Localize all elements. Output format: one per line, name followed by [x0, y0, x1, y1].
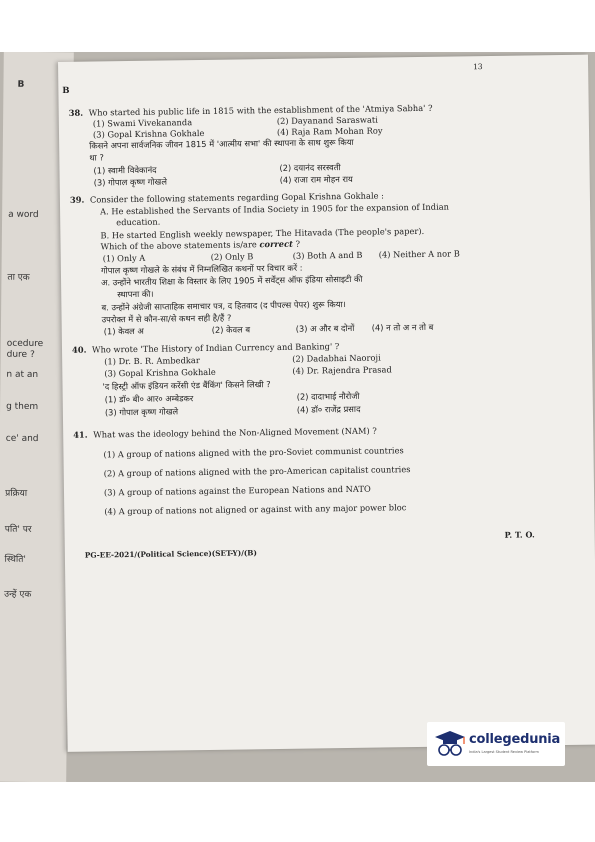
option: (3) Gopal Krishna Gokhale	[104, 366, 216, 379]
question-number: 38.	[68, 107, 84, 118]
page-number: 13	[473, 62, 483, 72]
which-question	[101, 239, 301, 252]
question-text-hindi: 'द हिस्ट्री ऑफ इंडियन करेंसी एंड बैंकिंग' किसने लिखी ?	[102, 379, 271, 392]
statement-hindi: अ. उन्होंने भारतीय शिक्षा के विस्तार के लिए 1905 में सर्वेंट्स ऑफ इंडिया सोसाइटी की	[101, 273, 363, 288]
pto-marker: P. T. O.	[504, 529, 535, 540]
question-text: Who wrote 'The History of Indian Currency and Banking' ?	[91, 341, 340, 355]
statement: education.	[116, 216, 161, 228]
option: (1) Only A	[102, 252, 146, 264]
left-fragment: ता एक	[7, 272, 30, 283]
left-fragment: पति' पर	[4, 524, 32, 535]
question-text-hindi: था ?	[89, 152, 104, 163]
paper-code: PG-EE-2021/(Political Science)(SET-Y)/(B)	[84, 548, 257, 560]
option: (2) A group of nations aligned with the pro-American capitalist countries	[103, 464, 411, 479]
left-fragment: ocedure	[6, 338, 44, 350]
question-number: 40.	[71, 344, 87, 355]
left-fragment: स्थिति'	[4, 554, 26, 565]
which-question-hindi: उपरोक्त में से कौन-सा/से कथन सही है/हैं ?	[101, 312, 232, 325]
left-fragment: उन्हें एक	[4, 589, 32, 600]
option-hindi: (1) डॉ० बी० आर० अम्बेडकर	[104, 393, 194, 405]
option-hindi: (1) केवल अ	[103, 325, 144, 337]
statement: B. He started English weekly newspaper, The Hitavada (The people's paper).	[100, 225, 425, 241]
option: (3) Both A and B	[292, 249, 363, 261]
question-text: Consider the following statements regarding Gopal Krishna Gokhale :	[89, 190, 384, 205]
logo-brand-name: collegedunia	[469, 732, 561, 747]
question-number: 41.	[73, 429, 88, 440]
option: (3) A group of nations against the European Nations and NATO	[103, 483, 371, 498]
option: (1) A group of nations aligned with the pro-Soviet communist countries	[103, 445, 404, 460]
option-hindi: (1) स्वामी विवेकानंद	[93, 164, 157, 176]
option: (3) Gopal Krishna Gokhale	[92, 127, 205, 140]
which-prefix: Which of the above statements is/are	[100, 239, 260, 252]
option: (4) A group of nations not aligned or against with any major power bloc	[104, 502, 407, 517]
statement: A. He established the Servants of India Society in 1905 for the expansion of Indian	[100, 201, 450, 217]
question-text: Who started his public life in 1815 with the establishment of the 'Atmiya Sabha' ?	[88, 102, 433, 118]
left-fragment: B	[17, 79, 25, 90]
left-fragment: a word	[8, 209, 39, 221]
statement-hindi: ब. उन्होंने अंग्रेजी साप्ताहिक समाचार पत्र, द हितवाद (द पीपल्स पेपर) शुरू किया।	[101, 299, 346, 313]
photo-background	[0, 52, 595, 782]
left-fragment: प्रक्रिया	[5, 488, 28, 499]
statement-hindi: स्थापना की।	[117, 288, 154, 300]
collegedunia-logo	[427, 722, 565, 766]
left-fragment: g them	[6, 401, 39, 413]
which-emphasis: correct	[259, 238, 294, 250]
option-hindi: (2) केवल ब	[211, 324, 251, 335]
set-code: B	[62, 85, 70, 96]
left-fragment: ce' and	[5, 433, 39, 445]
option: (4) Dr. Rajendra Prasad	[292, 364, 392, 376]
question-text-hindi: किसने अपना सार्वजनिक जीवन 1815 में 'आत्मीय सभा' की स्थापना के साथ शुरू किया	[89, 136, 354, 151]
logo-tagline: India's Largest Student Review Platform	[469, 750, 539, 754]
option-hindi: (2) दयानंद सरस्वती	[279, 162, 341, 173]
option-hindi: (4) डॉ० राजेंद्र प्रसाद	[296, 403, 361, 415]
question-number: 39.	[69, 194, 85, 205]
option: (2) Dadabhai Naoroji	[292, 352, 381, 364]
option-hindi: (3) अ और ब दोनों	[295, 322, 355, 334]
question-text: What was the ideology behind the Non-Aligned Movement (NAM) ?	[93, 425, 377, 440]
option-hindi: (3) गोपाल कृष्ण गोखले	[104, 406, 179, 418]
which-suffix: ?	[292, 238, 301, 249]
option-hindi: (3) गोपाल कृष्ण गोखले	[93, 176, 167, 188]
option: (2) Dayanand Saraswati	[276, 114, 378, 126]
question-text-hindi: गोपाल कृष्ण गोखले के संबंध में निम्नलिखित कथनों पर विचार करें :	[100, 262, 303, 276]
option-hindi: (4) राजा राम मोहन राय	[279, 173, 353, 185]
option: (2) Only B	[210, 251, 254, 262]
option: (4) Raja Ram Mohan Roy	[276, 125, 383, 137]
option-hindi: (2) दादाभाई नौरोजी	[296, 390, 360, 402]
graduate-icon	[433, 729, 467, 759]
option-hindi: (4) न तो अ न तो ब	[371, 321, 434, 333]
option: (1) Swami Vivekananda	[92, 117, 193, 129]
left-fragment: n at an	[6, 369, 39, 381]
option: (4) Neither A nor B	[378, 248, 460, 260]
exam-sheet	[58, 55, 595, 752]
option: (1) Dr. B. R. Ambedkar	[104, 355, 200, 367]
left-fragment: dure ?	[6, 349, 35, 360]
